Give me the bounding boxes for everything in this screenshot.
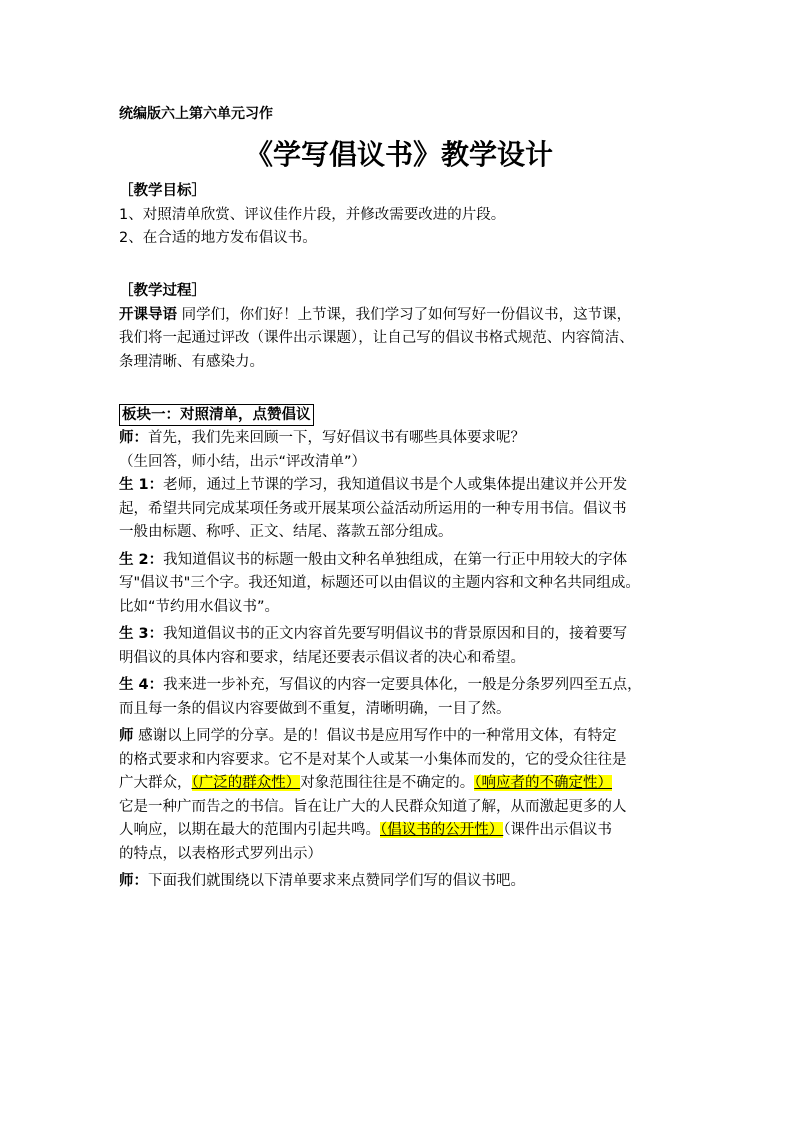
teacher-label: 师： [119,873,148,889]
student-2-text: 我知道倡议书的标题一般由文种名单独组成，在第一行正中用较大的字体 [163,551,628,568]
teacher-summary-text: 的特点，以表格形式罗列出示） [119,845,322,862]
student-3-text: 我知道倡议书的正文内容首先要写明倡议书的背景原因和目的，接着要写 [163,626,628,642]
student-2-label: 生 2： [119,551,164,568]
goals-heading: ［教学目标］ [119,183,206,199]
block1-heading: 板块一：对照清单，点赞倡议 [119,404,314,426]
goal-item: 1、对照清单欣赏、评议佳作片段，并修改需要改进的片段。 [119,206,506,223]
student-2-paragraph [119,549,679,620]
teacher-text: 首先，我们先来回顾一下，写好倡议书有哪些具体要求呢？ [148,430,525,446]
document-title: 《学写倡议书》教学设计 [244,138,553,171]
teacher-summary-text: 的格式要求和内容要求。它不是对某个人或某一小集体而发的，它的受众往往是 [119,751,627,768]
intro-text: 同学们，你们好！上节课，我们学习了如何写好一份倡议书，这节课， [177,306,632,323]
teacher-summary-text: 广大群众， [119,775,192,791]
teacher-label: 师： [119,430,148,446]
highlight-uncertain-responders: （响应者的不确定性） [474,775,612,791]
document-subtitle: 统编版六上第六单元习作 [119,106,273,122]
intro-paragraph-line: 条理清晰、有感染力。 [119,353,264,370]
student-1-label: 生 1： [119,477,164,493]
teacher-summary-text: 它是一种广而告之的书信。旨在让广大的人民群众知道了解，从而激起更多的人 [119,798,627,815]
student-2-text: 比如“节约用水倡议书”。 [119,598,280,615]
highlight-mass-nature: （广泛的群众性） [191,775,301,791]
teacher-closing-text: 下面我们就围绕以下清单要求来点赞同学们写的倡议书吧。 [148,873,525,889]
student-1-text: 起，希望共同完成某项任务或开展某项公益活动所运用的一种专用书信。倡议书 [119,500,627,517]
student-2-text: 写"倡议书"三个字。我还知道，标题还可以由倡议的主题内容和文种名共同组成。 [119,575,640,591]
teacher-summary-text: 人响应，以期在最大的范围内引起共鸣。 [119,822,380,838]
block1-heading-line [119,404,679,428]
teacher-summary-text: 对象范围往往是不确定的。 [300,775,475,791]
student-1-text: 老师，通过上节课的学习，我知道倡议书是个人或集体提出建议并公开发 [163,477,628,493]
intro-paragraph-line [119,304,679,328]
student-4-paragraph [119,674,679,721]
document-body [119,180,679,894]
teacher-summary-paragraph [119,725,679,866]
student-1-paragraph [119,474,679,545]
intro-paragraph-line: 我们将一起通过评改（课件出示课题），让自己写的倡议书格式规范、内容简洁、 [119,330,634,346]
student-3-text: 明倡议的具体内容和要求，结尾还要表示倡议者的决心和希望。 [119,649,525,666]
student-4-text: 我来进一步补充，写倡议的内容一定要具体化，一般是分条罗列四至五点， [163,677,642,693]
student-4-text: 而且每一条的倡议内容要做到不重复，清晰明确，一目了然。 [119,700,511,717]
teacher-label: 师 [119,728,134,744]
teacher-summary-text: 感谢以上同学的分享。是的！倡议书是应用写作中的一种常用文体，有特定 [133,728,617,744]
student-3-label: 生 3： [119,626,164,642]
teacher-summary-text: （课件出示倡议书 [503,822,612,838]
process-heading: ［教学过程］ [119,283,206,299]
teacher-line [119,427,679,451]
student-3-paragraph [119,623,679,670]
student-4-label: 生 4： [119,677,164,693]
stage-note: （生回答，师小结，出示“评改清单”） [119,453,367,470]
highlight-openness: （倡议书的公开性） [380,822,504,838]
intro-label: 开课导语 [119,306,177,323]
student-1-text: 一般由标题、称呼、正文、结尾、落款五部分组成。 [119,524,453,540]
goal-item: 2、在合适的地方发布倡议书。 [119,230,317,246]
teacher-closing-line [119,870,679,894]
